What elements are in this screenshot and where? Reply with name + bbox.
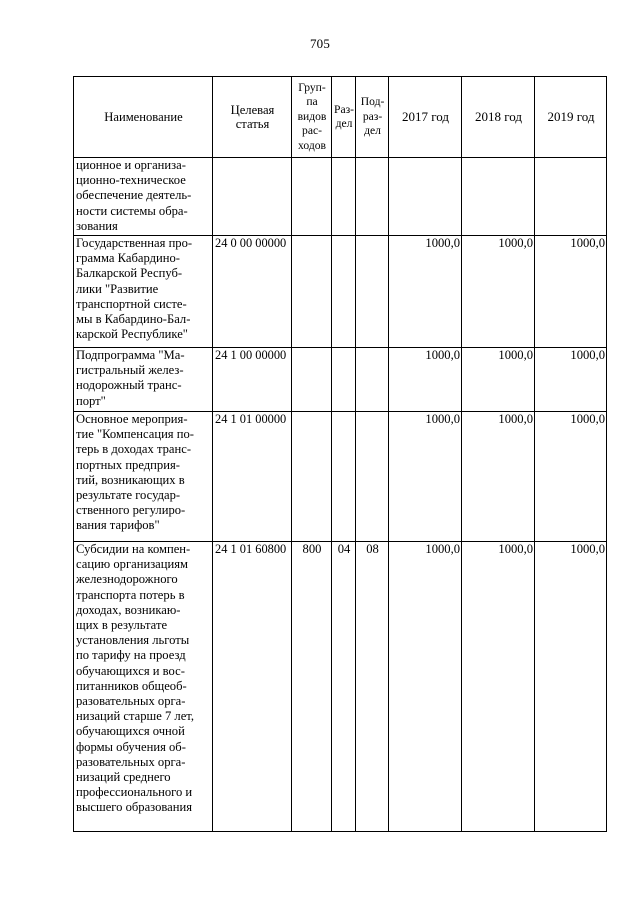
row-target-article: 24 1 00 00000 [213, 348, 292, 412]
row-expense-group [292, 348, 332, 412]
row-value-2018: 1000,0 [462, 236, 535, 348]
row-target-article: 24 1 01 00000 [213, 412, 292, 542]
header-target-article: Целевая статья [213, 77, 292, 158]
row-section [332, 236, 356, 348]
row-subsection [356, 158, 389, 236]
header-expense-group: Груп- па видов рас- ходов [292, 77, 332, 158]
row-name: Государственная про- грамма Кабардино- Балкарской Респуб- лики "Развитие транспортной систе- мы в Кабардино-Бал- карской Республике" [74, 236, 213, 348]
table-row [74, 158, 607, 236]
row-value-2018 [462, 158, 535, 236]
page-number: 705 [309, 36, 331, 51]
row-name: Основное мероприя- тие "Компенсация по- терь в доходах транс- портных предприя- тий, возникающих в результате государ- ственного регулиро- вания тарифов" [74, 412, 213, 542]
row-name: ционное и организа- ционно-техническое обеспечение деятель- ности системы обра- зования [74, 158, 213, 236]
row-expense-group [292, 158, 332, 236]
header-section: Раз- дел [332, 77, 356, 158]
row-value-2018: 1000,0 [462, 412, 535, 542]
row-subsection [356, 348, 389, 412]
row-section [332, 158, 356, 236]
row-value-2019 [535, 158, 607, 236]
table-header-row [74, 77, 607, 158]
row-subsection: 08 [356, 542, 389, 832]
row-value-2018: 1000,0 [462, 348, 535, 412]
row-expense-group [292, 412, 332, 542]
row-subsection [356, 412, 389, 542]
row-value-2019: 1000,0 [535, 542, 607, 832]
row-value-2019: 1000,0 [535, 236, 607, 348]
header-name: Наименование [74, 77, 213, 158]
row-value-2017: 1000,0 [389, 542, 462, 832]
header-subsection: Под- раз- дел [356, 77, 389, 158]
row-value-2017: 1000,0 [389, 412, 462, 542]
row-value-2017: 1000,0 [389, 348, 462, 412]
row-value-2018: 1000,0 [462, 542, 535, 832]
row-name: Субсидии на компен- сацию организациям железнодорожного транспорта потерь в доходах, возникаю- щих в результате установления льготы по тарифу на проезд обучающихся и вос- питанников общеоб- разовательных орга- низаций старше 7 лет, обучающихся очной формы обучения об- разовательных орга- низаций среднего профессионального и высшего образования [74, 542, 213, 832]
table-row [74, 236, 607, 348]
table-row [74, 542, 607, 832]
table-row [74, 348, 607, 412]
header-2019: 2019 год [535, 77, 607, 158]
header-2017: 2017 год [389, 77, 462, 158]
header-2018: 2018 год [462, 77, 535, 158]
row-target-article: 24 0 00 00000 [213, 236, 292, 348]
row-name: Подпрограмма "Ма- гистральный желез- нодорожный транс- порт" [74, 348, 213, 412]
row-value-2017 [389, 158, 462, 236]
row-expense-group [292, 236, 332, 348]
budget-table [73, 76, 607, 832]
row-value-2017: 1000,0 [389, 236, 462, 348]
row-expense-group: 800 [292, 542, 332, 832]
row-section [332, 412, 356, 542]
row-value-2019: 1000,0 [535, 348, 607, 412]
row-section [332, 348, 356, 412]
row-target-article [213, 158, 292, 236]
row-value-2019: 1000,0 [535, 412, 607, 542]
row-target-article: 24 1 01 60800 [213, 542, 292, 832]
row-section: 04 [332, 542, 356, 832]
table-row [74, 412, 607, 542]
row-subsection [356, 236, 389, 348]
